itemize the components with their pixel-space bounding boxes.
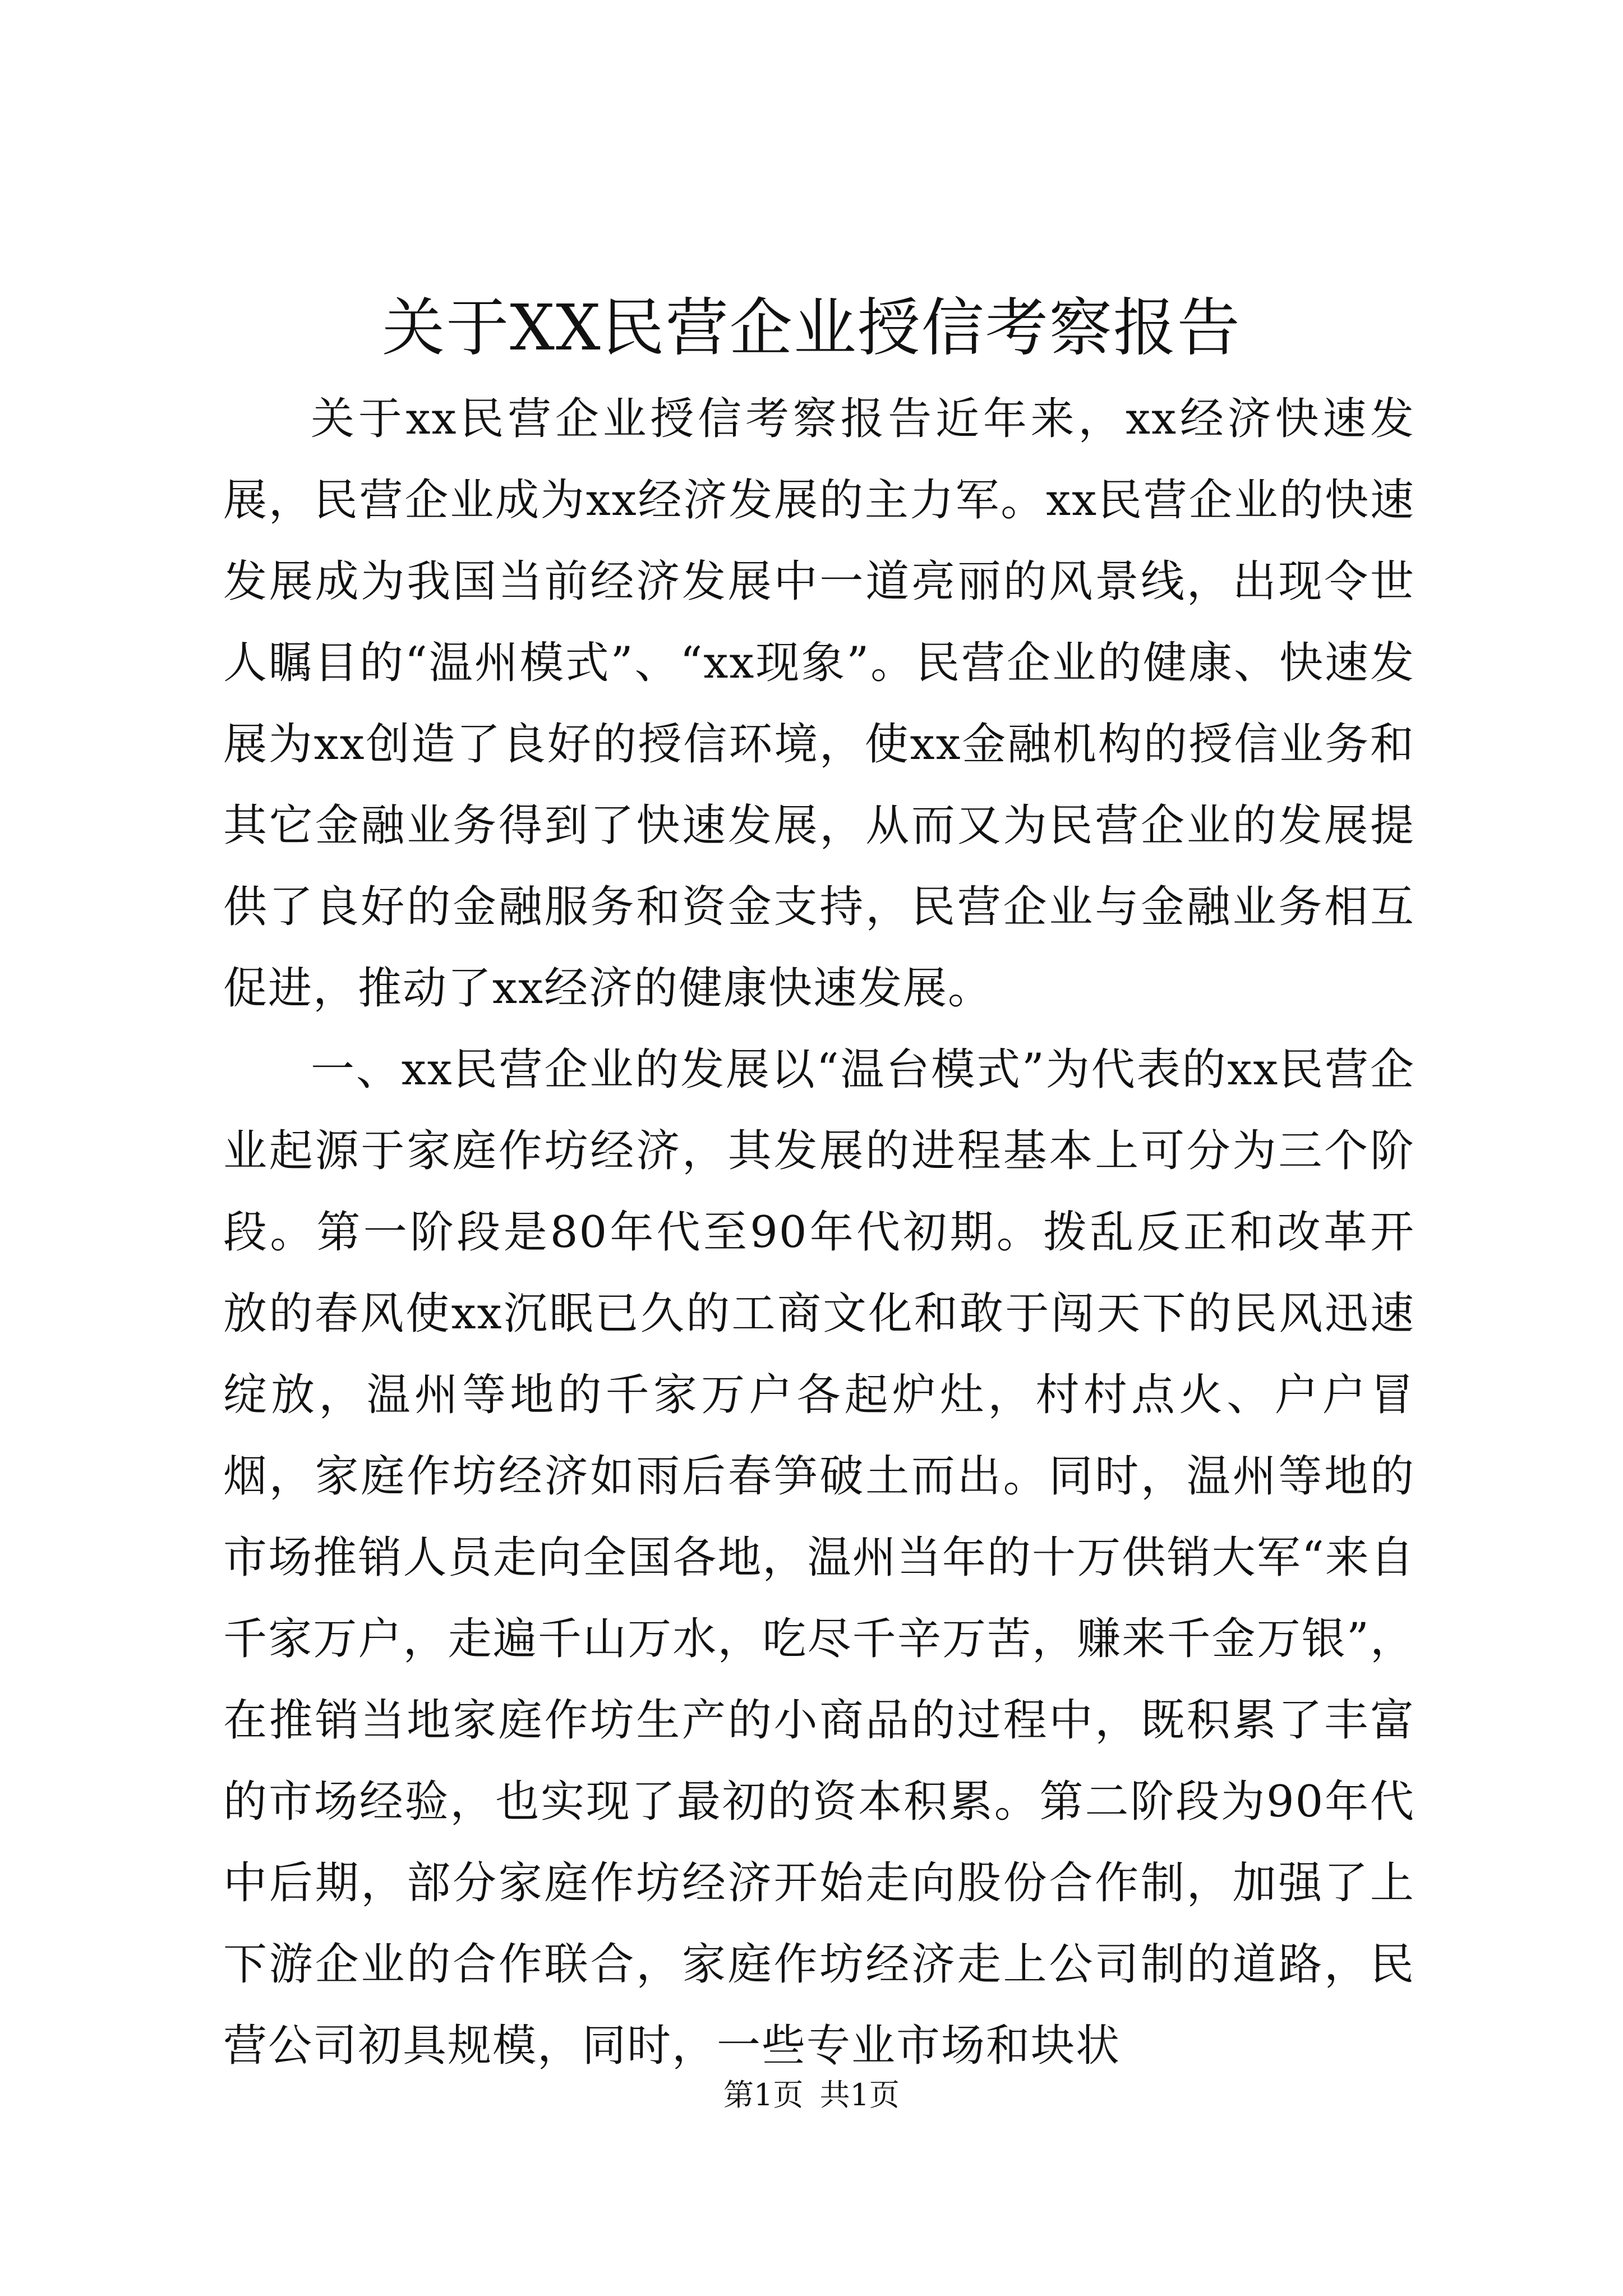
document-title: 关于XX民营企业授信考察报告 (382, 292, 1241, 365)
page-number: 第1页 (723, 2077, 804, 2113)
page-total: 共1页 (819, 2077, 900, 2113)
paragraph-section-one: 一、xx民营企业的发展以“温台模式”为代表的xx民营企业起源于家庭作坊经济，其发展的进程基本上可分为三个阶段。第一阶段是80年代至90年代初期。拨乱反正和改革开放的春风使xx沉眠已久的工商文化和敢于闯天下的民风迅速绽放，温州等地的千家万户各起炉灶，村村点火、户户冒烟，家庭作坊经济如雨后春笋破土而出。同时，温州等地的市场推销人员走向全国各地，温州当年的十万供销大军“来自千家万户，走遍千山万水，吃尽千辛万苦，赚来千金万银”，在推销当地家庭作坊生产的小商品的过程中，既积累了丰富的市场经验，也实现了最初的资本积累。第二阶段为90年代中后期，部分家庭作坊经济开始走向股份合作制，加强了上下游企业的合作联合，家庭作坊经济走上公司制的道路，民营公司初具规模，同时，一些专业市场和块状 (223, 1045, 1415, 2071)
document-body (223, 379, 1415, 2087)
page-footer (0, 2076, 1623, 2115)
paragraph-intro: 关于xx民营企业授信考察报告近年来，xx经济快速发展，民营企业成为xx经济发展的主力军。xx民营企业的快速发展成为我国当前经济发展中一道亮丽的风景线，出现令世人瞩目的“温州模式”、“xx现象”。民营企业的健康、快速发展为xx创造了良好的授信环境，使xx金融机构的授信业务和其它金融业务得到了快速发展，从而又为民营企业的发展提供了良好的金融服务和资金支持，民营企业与金融业务相互促进，推动了xx经济的健康快速发展。 (223, 394, 1415, 1014)
